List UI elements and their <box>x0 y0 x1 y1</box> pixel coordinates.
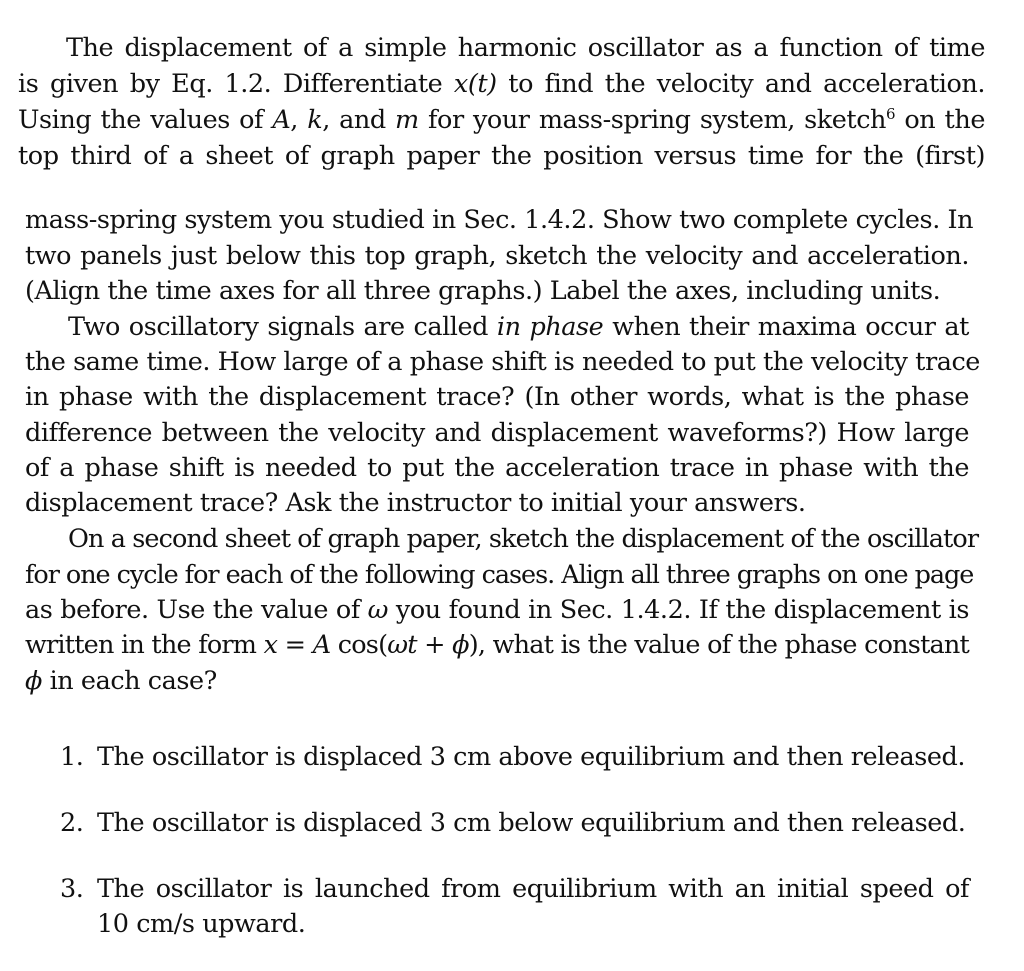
text: as before. Use the value of <box>25 595 368 625</box>
math-A: A <box>272 105 291 135</box>
math-x-of-t: x(t) <box>453 69 497 99</box>
footnote-marker: 6 <box>886 105 896 123</box>
math-phi: ϕ <box>452 630 469 660</box>
math-x: x <box>263 630 278 660</box>
emphasis-in-phase: in phase <box>496 312 604 342</box>
text: , <box>290 105 308 135</box>
p2-line-2: two panels just below this top graph, sketch the velocity and acceleration. <box>25 241 969 271</box>
p4-line-1: On a second sheet of graph paper, sketch the displacement of the oscillator <box>68 524 979 554</box>
math-omega-t: ωt <box>387 630 417 660</box>
text: to find the velocity and acceleration. <box>496 69 985 99</box>
math-plus: + <box>416 630 453 660</box>
p3-line-1 <box>68 312 969 342</box>
math-cos: cos( <box>330 630 388 660</box>
p3-line-5: of a phase shift is needed to put the acceleration trace in phase with the <box>25 453 969 483</box>
text: in each case? <box>41 666 217 696</box>
list-item-text: The oscillator is displaced 3 cm below equilibrium and then released. <box>97 808 966 838</box>
text: ), what is the value of the phase constant <box>468 630 969 660</box>
p1-line-4: top third of a sheet of graph paper the position versus time for the (first) <box>18 141 985 171</box>
p4-line-4 <box>25 630 969 660</box>
list-number: 3. <box>60 874 84 904</box>
math-k: k <box>307 105 323 135</box>
list-item-text: The oscillator is launched from equilibrium with an initial speed of <box>97 874 969 904</box>
math-m: m <box>395 105 419 135</box>
math-phi: ϕ <box>25 666 42 696</box>
p4-line-5 <box>25 666 969 696</box>
p3-line-2: the same time. How large of a phase shift is needed to put the velocity trace <box>25 347 980 377</box>
p1-line-1: The displacement of a simple harmonic oscillator as a function of time <box>66 33 985 63</box>
math-A: A <box>312 630 331 660</box>
p2-line-3: (Align the time axes for all three graphs.) Label the axes, including units. <box>25 276 941 306</box>
p2-line-1: mass-spring system you studied in Sec. 1.4.2. Show two complete cycles. In <box>25 205 974 235</box>
list-item-text: The oscillator is displaced 3 cm above equilibrium and then released. <box>97 742 965 772</box>
text: on the <box>895 105 985 135</box>
p4-line-3 <box>25 595 969 625</box>
p3-line-3: in phase with the displacement trace? (In other words, what is the phase <box>25 382 969 412</box>
text: , and <box>322 105 396 135</box>
list-number: 1. <box>60 742 84 772</box>
text: when their maxima occur at <box>603 312 969 342</box>
math-equals: = <box>277 630 313 660</box>
p3-line-6: displacement trace? Ask the instructor to initial your answers. <box>25 488 806 518</box>
list-number: 2. <box>60 808 84 838</box>
p1-line-3 <box>18 105 985 135</box>
p3-line-4: difference between the velocity and displacement waveforms?) How large <box>25 418 969 448</box>
text: written in the form <box>25 630 264 660</box>
text: Two oscillatory signals are called <box>68 312 497 342</box>
text: Using the values of <box>18 105 273 135</box>
p1-line-2 <box>18 69 985 99</box>
text: is given by Eq. 1.2. Differentiate <box>18 69 454 99</box>
text: you found in Sec. 1.4.2. If the displacement is <box>388 595 969 625</box>
list-item-text-continued: 10 cm/s upward. <box>97 909 306 939</box>
math-omega: ω <box>367 595 389 625</box>
text: for your mass-spring system, sketch <box>418 105 887 135</box>
p4-line-2: for one cycle for each of the following cases. Align all three graphs on one page <box>25 560 974 590</box>
